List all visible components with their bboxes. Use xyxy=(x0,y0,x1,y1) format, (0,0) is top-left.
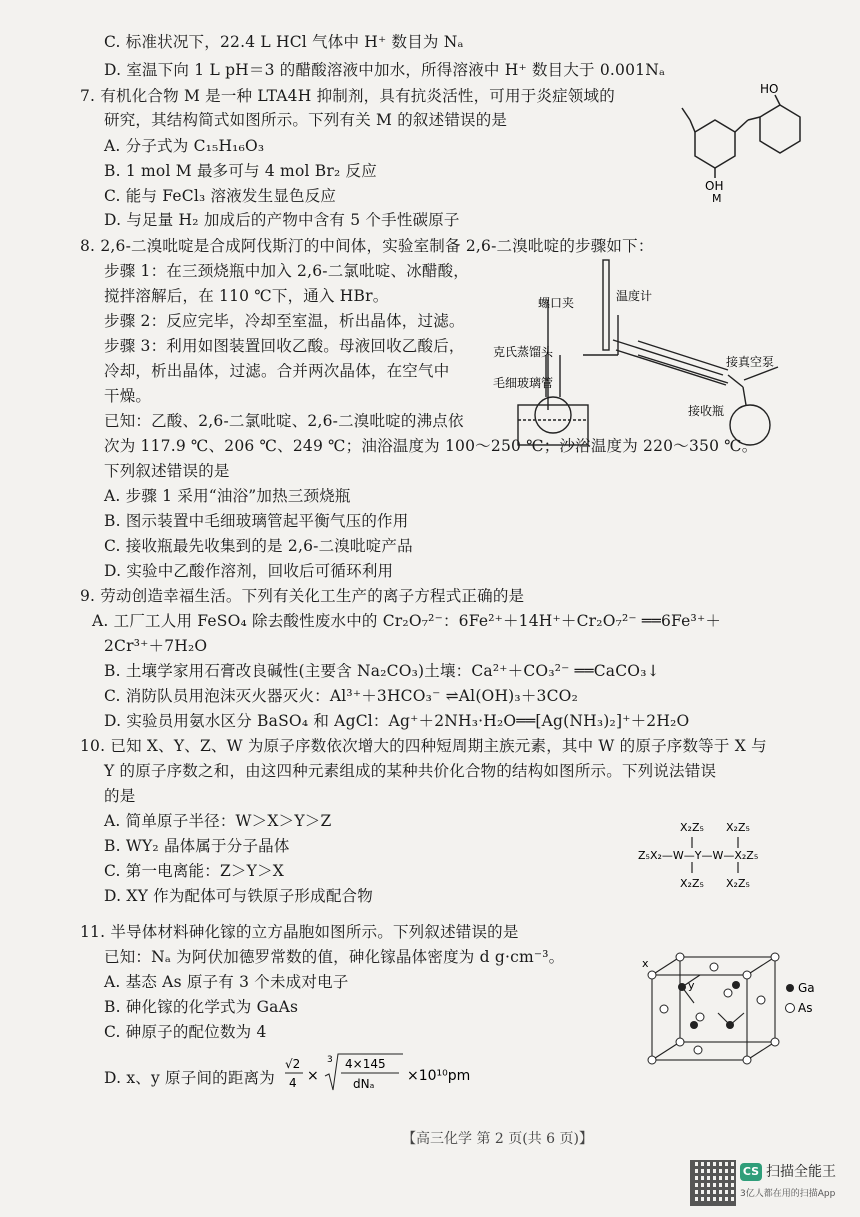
camscanner-logo-icon: CS xyxy=(740,1163,762,1181)
frac-denominator: 4 xyxy=(289,1076,297,1090)
q11-option-a: A. 基态 As 原子有 3 个未成对电子 xyxy=(104,973,349,991)
q10-top-left: X₂Z₅ xyxy=(680,821,704,834)
q8-known-2: 次为 117.9 ℃、206 ℃、249 ℃；油浴温度为 100～250 ℃；沙浴温度为 220～350 ℃。 xyxy=(104,437,758,455)
q8-step3-c: 干燥。 xyxy=(104,387,152,405)
q8-stem: 8. 2,6-二溴吡啶是合成阿伐斯汀的中间体，实验室制备 2,6-二溴吡啶的步骤如下： xyxy=(80,237,654,255)
thermometer-label: 温度计 xyxy=(616,289,653,303)
head-label: 克氏蒸馏头 xyxy=(493,345,554,359)
scanner-subtitle: 3亿人都在用的扫描App xyxy=(740,1189,836,1199)
q10-stem-3: 的是 xyxy=(104,787,136,805)
q8-step1-b: 搅拌溶解后，在 110 ℃下，通入 HBr。 xyxy=(104,287,389,305)
q9-option-d: D. 实验员用氨水区分 BaSO₄ 和 AgCl：Ag⁺＋2NH₃·H₂O══[Ag(NH₃)₂]⁺＋2H₂O xyxy=(104,712,690,730)
crystal-x-label: x xyxy=(642,957,649,970)
q11-option-c: C. 砷原子的配位数为 4 xyxy=(104,1023,267,1041)
q10-option-c: C. 第一电离能：Z＞Y＞X xyxy=(104,862,284,880)
q9-option-c: C. 消防队员用泡沫灭火器灭火：Al³⁺＋3HCO₃⁻ ⇌Al(OH)₃＋3CO₂ xyxy=(104,687,578,705)
q9-stem: 9. 劳动创造幸福生活。下列有关化工生产的离子方程式正确的是 xyxy=(80,587,525,605)
q8-option-d: D. 实验中乙酸作溶剂，回收后可循环利用 xyxy=(104,562,394,580)
q11-d-formula xyxy=(283,1050,483,1098)
m-oh-label: OH xyxy=(705,179,724,193)
q8-step3-b: 冷却，析出晶体，过滤。合并两次晶体，在空气中 xyxy=(104,362,450,380)
q11-stem: 11. 半导体材料砷化镓的立方晶胞如图所示。下列叙述错误的是 xyxy=(80,923,519,941)
q7-stem-2: 研究，其结构简式如图所示。下列有关 M 的叙述错误的是 xyxy=(104,111,508,129)
q9-option-b: B. 土壤学家用石膏改良碱性(主要含 Na₂CO₃)土壤：Ca²⁺＋CO₃²⁻ ══CaCO₃↓ xyxy=(104,662,660,680)
q10-option-a: A. 简单原子半径：W＞X＞Y＞Z xyxy=(104,812,332,830)
root-denominator: dNₐ xyxy=(353,1077,375,1091)
legend-as: As xyxy=(798,1001,813,1015)
q8-option-b: B. 图示装置中毛细玻璃管起平衡气压的作用 xyxy=(104,512,409,530)
q11-option-b: B. 砷化镓的化学式为 GaAs xyxy=(104,998,299,1016)
q10-top-right: X₂Z₅ xyxy=(726,821,750,834)
q7-option-b: B. 1 mol M 最多可与 4 mol Br₂ 反应 xyxy=(104,162,377,180)
distillation-apparatus xyxy=(488,255,818,455)
q8-known: 已知：乙酸、2,6-二氯吡啶、2,6-二溴吡啶的沸点依 xyxy=(104,412,464,430)
q11-known: 已知：Nₐ 为阿伏加德罗常数的值，砷化镓晶体密度为 d g·cm⁻³。 xyxy=(104,948,565,966)
q8-step3: 步骤 3：利用如图装置回收乙酸。母液回收乙酸后， xyxy=(104,337,465,355)
q7-stem: 7. 有机化合物 M 是一种 LTA4H 抑制剂，具有抗炎活性，可用于炎症领域的 xyxy=(80,87,615,105)
q10-bottom-right: X₂Z₅ xyxy=(726,877,750,890)
q10-structure xyxy=(630,815,800,895)
q10-stem-2: Y 的原子序数之和，由这四种元素组成的某种共价化合物的结构如图所示。下列说法错误 xyxy=(104,762,717,780)
q11-option-d: D. x、y 原子间的距离为 xyxy=(104,1069,275,1087)
root-index: 3 xyxy=(327,1055,333,1065)
vacuum-label: 接真空泵 xyxy=(726,355,775,369)
scanner-title: 扫描全能王 xyxy=(766,1164,836,1180)
q9-option-a-2: 2Cr³⁺＋7H₂O xyxy=(104,637,208,655)
q6-option-d: D. 室温下向 1 L pH＝3 的醋酸溶液中加水，所得溶液中 H⁺ 数目大于 0.001Nₐ xyxy=(104,61,666,79)
q8-question: 下列叙述错误的是 xyxy=(104,462,230,480)
q10-option-d: D. XY 作为配体可与铁原子形成配合物 xyxy=(104,887,373,905)
q10-option-b: B. WY₂ 晶体属于分子晶体 xyxy=(104,837,290,855)
times-sign: × xyxy=(307,1068,319,1084)
crystal-y-label: y xyxy=(688,979,695,992)
q8-option-a: A. 步骤 1 采用“油浴”加热三颈烧瓶 xyxy=(104,487,351,505)
page-footer: 【高三化学 第 2 页(共 6 页)】 xyxy=(402,1131,593,1147)
q8-option-c: C. 接收瓶最先收集到的是 2,6-二溴吡啶产品 xyxy=(104,537,413,555)
m-label: M xyxy=(712,192,722,205)
q10-main-chain: Z₅X₂—W—Y—W—X₂Z₅ xyxy=(638,849,759,862)
capillary-label: 毛细玻璃管 xyxy=(493,376,554,390)
legend-ga: Ga xyxy=(798,981,815,995)
q9-option-a: A. 工厂工人用 FeSO₄ 除去酸性废水中的 Cr₂O₇²⁻：6Fe²⁺＋14H⁺＋Cr₂O₇²⁻ ══6Fe³⁺＋ xyxy=(92,612,722,630)
gaas-unit-cell xyxy=(640,945,840,1065)
q6-option-c: C. 标准状况下，22.4 L HCl 气体中 H⁺ 数目为 Nₐ xyxy=(104,33,464,51)
receiver-label: 接收瓶 xyxy=(688,404,725,418)
frac-numerator: √2 xyxy=(285,1057,301,1071)
m-ho-label: HO xyxy=(760,82,779,96)
q8-step2: 步骤 2：反应完毕，冷却至室温，析出晶体，过滤。 xyxy=(104,312,465,330)
q8-step1: 步骤 1：在三颈烧瓶中加入 2,6-二氯吡啶、冰醋酸， xyxy=(104,262,470,280)
root-numerator: 4×145 xyxy=(345,1057,386,1071)
q10-bottom-left: X₂Z₅ xyxy=(680,877,704,890)
clamp-label: 螺口夹 xyxy=(538,296,575,310)
q10-stem: 10. 已知 X、Y、Z、W 为原子序数依次增大的四种短周期主族元素，其中 W 的原子序数等于 X 与 xyxy=(80,737,767,755)
molecule-m-structure xyxy=(660,80,820,205)
q7-option-a: A. 分子式为 C₁₅H₁₆O₃ xyxy=(104,137,265,155)
formula-tail: ×10¹⁰pm xyxy=(407,1068,471,1084)
qr-code-icon xyxy=(690,1160,736,1206)
q7-option-d: D. 与足量 H₂ 加成后的产物中含有 5 个手性碳原子 xyxy=(104,211,460,229)
q7-option-c: C. 能与 FeCl₃ 溶液发生显色反应 xyxy=(104,187,337,205)
